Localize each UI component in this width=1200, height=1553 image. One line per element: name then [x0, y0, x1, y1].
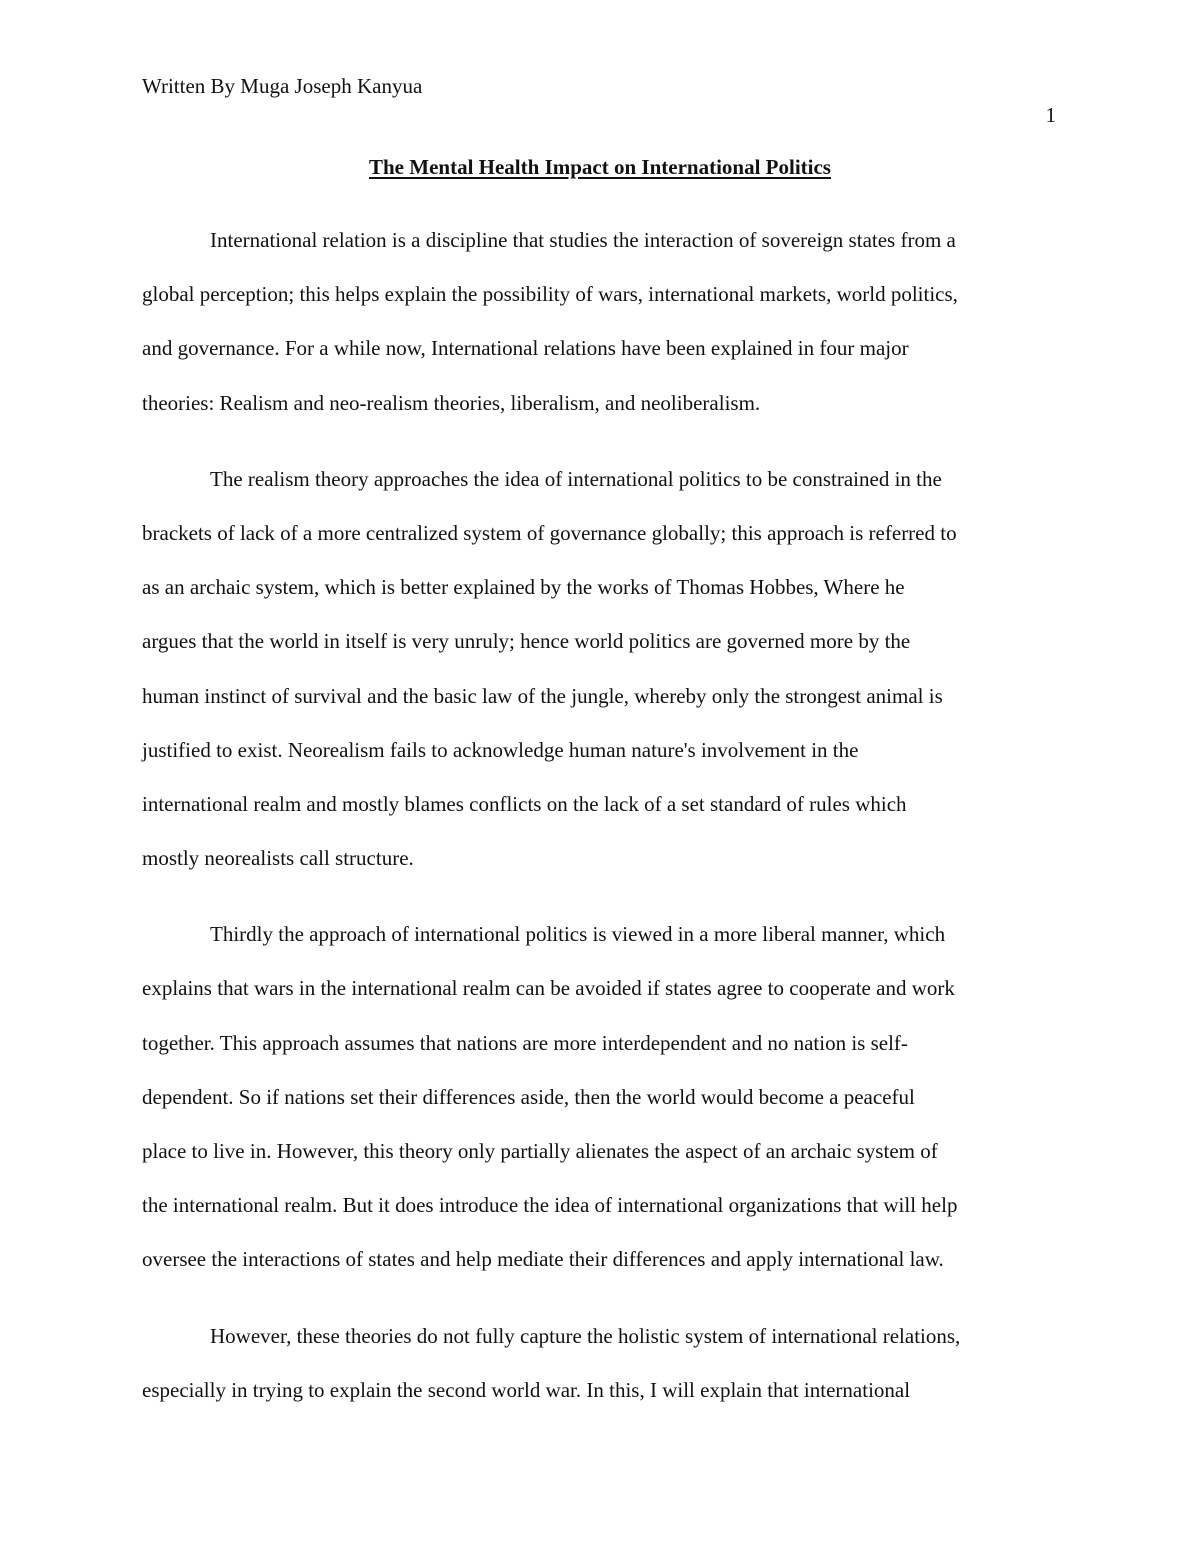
paragraph-line: brackets of lack of a more centralized system of governance globally; this approach is referred to — [142, 520, 957, 545]
paragraph-line: mostly neorealists call structure. — [142, 846, 414, 871]
paragraph-line: However, these theories do not fully capture the holistic system of international relations, — [210, 1323, 961, 1348]
paragraph-line: place to live in. However, this theory only partially alienates the aspect of an archaic system of — [142, 1139, 938, 1163]
running-head: Written By Muga Joseph Kanyua — [142, 74, 423, 98]
paragraph-line: explains that wars in the international realm can be avoided if states agree to cooperate and work — [142, 976, 955, 1001]
paragraph-line: International relation is a discipline that studies the interaction of sovereign states from a — [210, 228, 956, 252]
paragraph-line: as an archaic system, which is better explained by the works of Thomas Hobbes, Where he — [142, 575, 905, 600]
paragraph-line: dependent. So if nations set their differences aside, then the world would become a peaceful — [142, 1084, 915, 1109]
paragraph-line: global perception; this helps explain the possibility of wars, international markets, world politics, — [142, 282, 958, 307]
paragraph-line: argues that the world in itself is very unruly; hence world politics are governed more by the — [142, 629, 911, 654]
paragraph-3 — [142, 920, 1062, 1299]
paragraph-line: international realm and mostly blames conflicts on the lack of a set standard of rules which — [142, 791, 907, 816]
paragraph-line: together. This approach assumes that nations are more interdependent and no nation is self- — [142, 1030, 908, 1055]
document-title: The Mental Health Impact on International Politics — [369, 155, 831, 179]
page-number: 1 — [1045, 103, 1056, 127]
document-body — [142, 226, 1062, 1452]
paragraph-2 — [142, 465, 1062, 899]
paragraph-line: human instinct of survival and the basic law of the jungle, whereby only the strongest animal is — [142, 683, 943, 708]
paragraph-line: Thirdly the approach of international politics is viewed in a more liberal manner, which — [210, 922, 946, 947]
paragraph-1 — [142, 226, 1062, 443]
paragraph-line: The realism theory approaches the idea of international politics to be constrained in the — [210, 466, 942, 491]
paragraph-line: oversee the interactions of states and help mediate their differences and apply international law. — [142, 1247, 944, 1272]
paragraph-line: theories: Realism and neo-realism theories, liberalism, and neoliberalism. — [142, 390, 761, 415]
paragraph-line: justified to exist. Neorealism fails to acknowledge human nature's involvement in the — [142, 737, 859, 762]
paragraph-line: the international realm. But it does introduce the idea of international organizations that will help — [142, 1193, 958, 1218]
paragraph-line: especially in trying to explain the second world war. In this, I will explain that international — [142, 1377, 911, 1402]
paragraph-line: and governance. For a while now, International relations have been explained in four major — [142, 336, 909, 361]
paragraph-4 — [142, 1322, 1062, 1430]
